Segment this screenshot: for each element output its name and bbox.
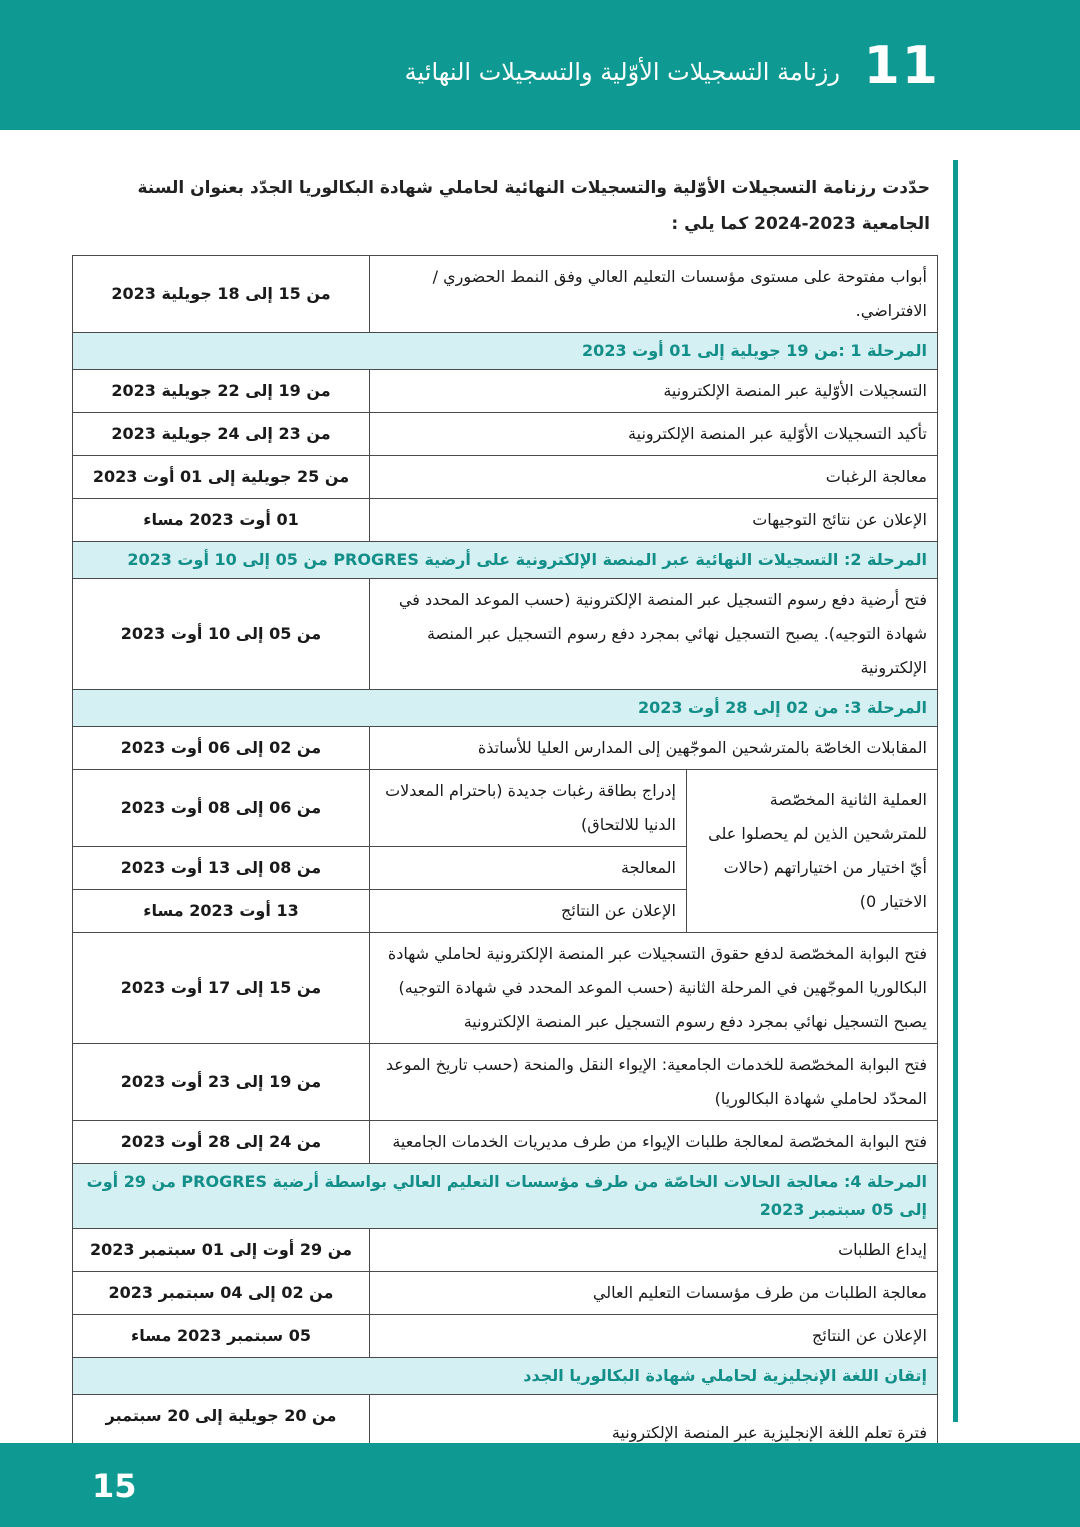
row-label: تأكيد التسجيلات الأوّلية عبر المنصة الإلكترونية [370,413,938,456]
intro-paragraph: حدّدت رزنامة التسجيلات الأوّلية والتسجيلات النهائية لحاملي شهادة البكالوريا الجدّد بعنوان السنة الجامعية 2023-2024 كما يلي : [137,178,930,234]
chapter-number: 11 [863,36,940,96]
row-date: من 29 أوت إلى 01 سبتمبر 2023 [73,1229,370,1272]
row-date: من 15 إلى 18 جويلية 2023 [73,256,370,333]
row-label: معالجة الرغبات [370,456,938,499]
page-header [0,0,1080,130]
table-row [73,256,938,333]
page-footer [0,1443,1080,1527]
table-row [73,413,938,456]
row-label: الإعلان عن النتائج [370,1315,938,1358]
row-date: من 02 إلى 04 سبتمبر 2023 [73,1272,370,1315]
row-label: فتح البوابة المخصّصة لمعالجة طلبات الإيواء من طرف مديريات الخدمات الجامعية [370,1121,938,1164]
row-date: من 06 إلى 08 أوت 2023 [73,770,370,847]
row-label: إدراج بطاقة رغبات جديدة (باحترام المعدلات الدنيا للالتحاق) [370,770,687,847]
table-row [73,770,938,847]
table-row [73,579,938,690]
row-label: فتح البوابة المخصّصة لدفع حقوق التسجيلات عبر المنصة الإلكترونية لحاملي شهادة البكالوريا الموجّهين في المرحلة الثانية (حسب الموعد المحدد في شهادة التوجيه) يصبح التسجيل نهائي بمجرد دفع رسوم التسجيل عبر المنصة الإلكترونية [370,933,938,1044]
phase-header-row [73,542,938,579]
decorative-vertical-bar [953,160,958,1422]
phase-2-title: المرحلة 2: التسجيلات النهائية عبر المنصة الإلكترونية على أرضية PROGRES من 05 إلى 10 أوت 2023 [73,542,938,579]
phase-3-title: المرحلة 3: من 02 إلى 28 أوت 2023 [73,690,938,727]
table-row [73,1044,938,1121]
schedule-table [72,255,938,1472]
row-date: من 15 إلى 17 أوت 2023 [73,933,370,1044]
table-row [73,1121,938,1164]
row-label: المقابلات الخاصّة بالمترشحين الموجّهين إلى المدارس العليا للأساتذة [370,727,938,770]
row-date: من 19 إلى 22 جويلية 2023 [73,370,370,413]
row-label: فتح البوابة المخصّصة للخدمات الجامعية: الإيواء النقل والمنحة (حسب تاريخ الموعد المحدّد لحاملي شهادة البكالوريا) [370,1044,938,1121]
row-label: فترة تعلم اللغة الإنجليزية عبر المنصة الإلكترونية [370,1395,938,1472]
row-label: الإعلان عن نتائج التوجيهات [370,499,938,542]
row-date: من 08 إلى 13 أوت 2023 [73,847,370,890]
table-row [73,499,938,542]
table-row [73,727,938,770]
row-date: من 19 إلى 23 أوت 2023 [73,1044,370,1121]
table-row [73,1229,938,1272]
table-row [73,933,938,1044]
row-label: التسجيلات الأوّلية عبر المنصة الإلكترونية [370,370,938,413]
group-label: العملية الثانية المخصّصة للمترشحين الذين لم يحصلوا على أيّ اختيار من اختياراتهم (حالات الاختيار 0) [687,770,938,933]
row-date: من 20 جويلية إلى 20 سبتمبر [73,1395,370,1472]
row-date: 05 سبتمبر 2023 مساء [73,1315,370,1358]
row-date: من 23 إلى 24 جويلية 2023 [73,413,370,456]
row-label: المعالجة [370,847,687,890]
phase-header-row [73,1164,938,1229]
row-date: 13 أوت 2023 مساء [73,890,370,933]
row-date: من 02 إلى 06 أوت 2023 [73,727,370,770]
table-row [73,370,938,413]
phase-header-row [73,333,938,370]
phase-header-row [73,1358,938,1395]
phase-1-title: المرحلة 1 :من 19 جويلية إلى 01 أوت 2023 [73,333,938,370]
row-date: من 25 جويلية إلى 01 أوت 2023 [73,456,370,499]
table-row [73,1315,938,1358]
phase-4-title: المرحلة 4: معالجة الحالات الخاصّة من طرف مؤسسات التعليم العالي بواسطة أرضية PROGRES من 29 أوت إلى 05 سبتمبر 2023 [73,1164,938,1229]
table-row [73,456,938,499]
phase-header-row [73,690,938,727]
row-label: فتح أرضية دفع رسوم التسجيل عبر المنصة الإلكترونية (حسب الموعد المحدد في شهادة التوجيه). يصبح التسجيل نهائي بمجرد دفع رسوم التسجيل عبر المنصة الإلكترونية [370,579,938,690]
table-row [73,1272,938,1315]
row-date: من 24 إلى 28 أوت 2023 [73,1121,370,1164]
row-label: إيداع الطلبات [370,1229,938,1272]
row-label: أبواب مفتوحة على مستوى مؤسسات التعليم العالي وفق النمط الحضوري / الافتراضي. [370,256,938,333]
page-number: 15 [92,1467,137,1505]
chapter-title: رزنامة التسجيلات الأوّلية والتسجيلات النهائية [404,58,840,86]
row-date: من 05 إلى 10 أوت 2023 [73,579,370,690]
row-date: 01 أوت 2023 مساء [73,499,370,542]
row-label: الإعلان عن النتائج [370,890,687,933]
phase-5-title: إتقان اللغة الإنجليزية لحاملي شهادة البكالوريا الجدد [73,1358,938,1395]
row-label: معالجة الطلبات من طرف مؤسسات التعليم العالي [370,1272,938,1315]
